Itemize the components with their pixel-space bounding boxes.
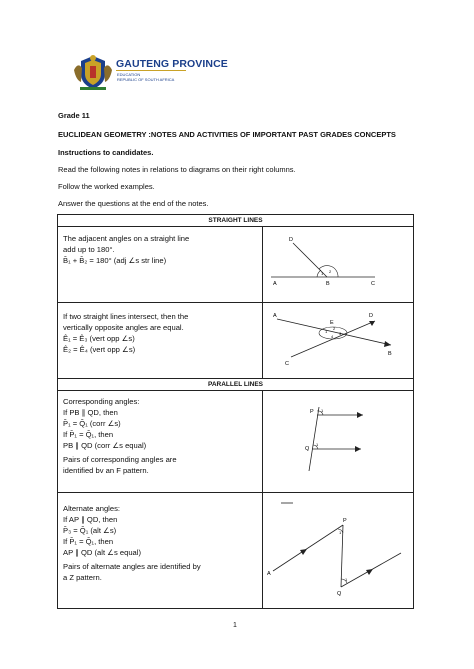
label-d: D: [369, 313, 373, 319]
label-angle-1: 1: [321, 271, 324, 276]
note-line: add up to 180°.: [63, 245, 115, 254]
figure-corresponding-angles: [263, 391, 414, 493]
note-line: Pairs of alternate angles are identified by: [63, 562, 201, 571]
note-line: If P̂₁ = Q̂₁, then: [63, 537, 114, 546]
note-line: If P̂₁ = Q̂₁, then: [63, 430, 114, 439]
instruction-2: Follow the worked examples.: [58, 182, 155, 191]
label-e: E: [330, 320, 334, 326]
note-alternate-angles: [58, 493, 263, 609]
label-angle-3: 3: [339, 331, 342, 336]
logo-line1: EDUCATION: [117, 72, 141, 77]
note-line: If AP ∥ QD, then: [63, 515, 118, 524]
note-line: PB ∥ QD (corr ∠s equal): [63, 441, 147, 450]
logo-title: GAUTENG PROVINCE: [116, 58, 228, 70]
note-line: P̂₃ = Q̂₁ (alt ∠s): [63, 526, 117, 535]
note-line: If PB ∥ QD, then: [63, 408, 118, 417]
label-angle-4: 4: [331, 334, 334, 339]
alternate-angles-diagram: [263, 493, 413, 603]
label-b: B: [326, 281, 330, 287]
grade-label: Grade 11: [58, 111, 90, 120]
label-angle-1: 1: [339, 530, 342, 535]
note-line: B̂₁ + B̂₂ = 180° (adj ∠s str line): [63, 256, 167, 265]
note-line: Ê₂ = Ê₄ (vert opp ∠s): [63, 345, 136, 354]
note-line: Alternate angles:: [63, 504, 120, 513]
note-line: Corresponding angles:: [63, 397, 140, 406]
note-line: identified bv an F pattern.: [63, 466, 149, 475]
label-c: C: [371, 281, 375, 287]
note-corresponding-angles: [58, 391, 263, 493]
figure-adjacent-angles: [263, 227, 414, 303]
note-line: Pairs of corresponding angles are: [63, 455, 177, 464]
note-line: a Z pattern.: [63, 573, 102, 582]
note-line: vertically opposite angles are equal.: [63, 323, 184, 332]
logo-line2: REPUBLIC OF SOUTH AFRICA: [117, 77, 175, 82]
logo-divider: [116, 70, 186, 71]
vertical-angles-diagram: [263, 303, 413, 373]
note-line: AP ∥ QD (alt ∠s equal): [63, 548, 141, 557]
label-b: B: [388, 351, 392, 357]
label-angle-1b: 1: [316, 442, 319, 447]
corresponding-angles-diagram: [263, 391, 413, 487]
note-line: P̂₁ = Q̂₁ (corr ∠s): [63, 419, 121, 428]
note-line: Ê₁ = Ê₃ (vert opp ∠s): [63, 334, 135, 343]
adjacent-angles-diagram: [263, 227, 413, 297]
coat-of-arms-icon: [72, 52, 114, 92]
note-vertical-angles: [58, 303, 263, 379]
note-line: The adjacent angles on a straight line: [63, 234, 190, 243]
figure-vertical-angles: [263, 303, 414, 379]
label-angle-2: 2: [329, 269, 332, 274]
label-p: P: [310, 409, 314, 415]
label-d: D: [289, 237, 293, 243]
label-c: C: [285, 361, 289, 367]
section-parallel-lines: PARALLEL LINES: [58, 379, 414, 391]
instruction-3: Answer the questions at the end of the notes.: [58, 199, 209, 208]
note-line: If two straight lines intersect, then the: [63, 312, 189, 321]
label-angle-1b: 1: [345, 577, 348, 582]
label-a: A: [267, 571, 271, 577]
label-p: P: [343, 518, 347, 524]
label-q: Q: [305, 446, 310, 452]
doc-title: EUCLIDEAN GEOMETRY :NOTES AND ACTIVITIES OF IMPORTANT PAST GRADES CONCEPTS: [58, 130, 396, 139]
label-angle-1: 1: [321, 408, 324, 413]
instructions-heading: Instructions to candidates.: [58, 148, 154, 157]
note-adjacent-angles: [58, 227, 263, 303]
gauteng-logo: [72, 52, 228, 96]
page-number: 1: [233, 622, 237, 629]
label-q: Q: [337, 591, 342, 597]
label-angle-2: 2: [333, 326, 336, 331]
label-angle-1: 1: [325, 329, 328, 334]
instruction-1: Read the following notes in relations to diagrams on their right columns.: [58, 165, 296, 174]
notes-table: [57, 214, 414, 609]
section-straight-lines: STRAIGHT LINES: [58, 215, 414, 227]
figure-alternate-angles: [263, 493, 414, 609]
label-a: A: [273, 281, 277, 287]
label-a: A: [273, 313, 277, 319]
